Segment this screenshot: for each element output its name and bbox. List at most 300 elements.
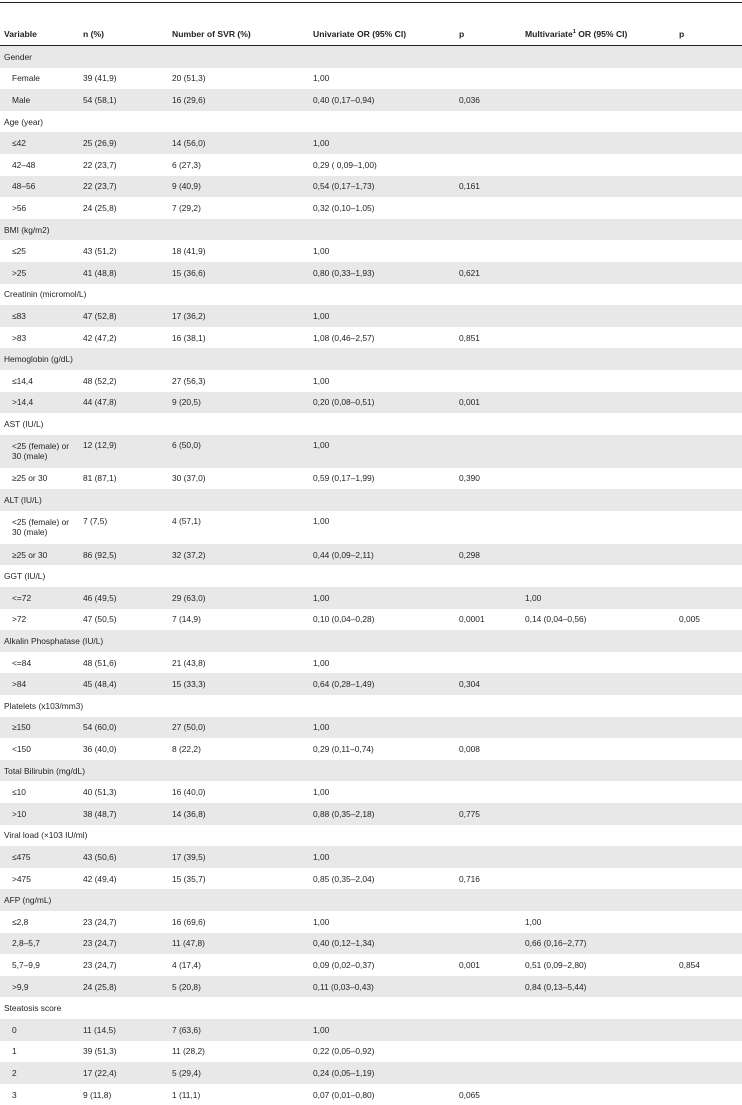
row-label: <150 (12, 744, 31, 755)
group-label: AFP (ng/mL) (0, 889, 742, 911)
multivariate-or-cell: 1,00 (521, 587, 675, 609)
multivariate-or-cell (521, 89, 675, 111)
multivariate-or-cell (521, 392, 675, 414)
univariate-or-cell: 0,32 (0,10–1,05) (313, 202, 375, 213)
p-univariate-cell: 0,304 (455, 673, 521, 695)
univariate-or-cell: 0,40 (0,12–1,34) (309, 933, 455, 955)
p-univariate-cell: 0,621 (455, 262, 521, 284)
group-header-row (0, 997, 742, 1019)
group-header-row (0, 489, 742, 511)
multivariate-or-cell: 1,00 (525, 916, 542, 927)
row-label: 0 (0, 1019, 79, 1041)
p-multivariate-cell (675, 511, 742, 544)
group-label: AST (IU/L) (4, 418, 44, 429)
univariate-or-cell: 0,44 (0,09–2,11) (309, 544, 455, 566)
n-cell: 48 (52,2) (83, 375, 117, 386)
univariate-or-cell: 1,00 (309, 132, 455, 154)
group-header-row (0, 219, 742, 241)
svr-cell: 4 (57,1) (172, 515, 201, 526)
group-header-row (0, 111, 742, 133)
univariate-or-cell: 0,09 (0,02–0,37) (313, 959, 375, 970)
row-label: ≤2,8 (12, 916, 29, 927)
row-label: <=84 (12, 657, 32, 668)
n-cell: 45 (48,4) (79, 673, 168, 695)
group-header-row (0, 825, 742, 847)
svr-cell: 18 (41,9) (172, 246, 206, 257)
row-label: <25 (female) or 30 (male) (12, 517, 70, 538)
top-rule (0, 2, 742, 3)
p-univariate-cell (455, 652, 521, 674)
multivariate-or-cell (521, 846, 675, 868)
univariate-or-cell: 0,40 (0,17–0,94) (309, 89, 455, 111)
table-row (0, 803, 742, 825)
row-label: >9,9 (0, 976, 79, 998)
table-row (0, 511, 742, 544)
univariate-or-cell: 0,20 (0,08–0,51) (309, 392, 455, 414)
multivariate-or-cell (521, 176, 675, 198)
univariate-or-cell: 0,07 (0,01–0,80) (313, 1089, 375, 1100)
multivariate-or-cell (521, 673, 675, 695)
svr-cell: 4 (17,4) (172, 959, 201, 970)
header-svr: Number of SVR (%) (172, 29, 251, 39)
row-label: >10 (0, 803, 79, 825)
univariate-or-cell: 0,80 (0,33–1,93) (309, 262, 455, 284)
table-row (0, 587, 742, 609)
multivariate-or-cell (521, 803, 675, 825)
p-univariate-cell (455, 1019, 521, 1041)
table-row (0, 370, 742, 392)
row-label: 2 (0, 1062, 79, 1084)
univariate-or-cell: 1,00 (313, 375, 330, 386)
n-cell: 42 (49,4) (83, 873, 117, 884)
p-univariate-cell (455, 1041, 521, 1063)
p-univariate-cell: 0,008 (459, 744, 480, 755)
table-row (0, 544, 742, 566)
univariate-or-cell: 0,24 (0,05–1,19) (309, 1062, 455, 1084)
row-label: ≤25 (12, 246, 26, 257)
svr-cell: 5 (20,8) (168, 976, 309, 998)
svr-cell: 7 (29,2) (172, 202, 201, 213)
table-row (0, 1019, 742, 1041)
row-label: ≤10 (12, 787, 26, 798)
p-univariate-cell (455, 933, 521, 955)
multivariate-or-cell (521, 132, 675, 154)
n-cell: 23 (24,7) (83, 916, 117, 927)
svr-cell: 16 (38,1) (172, 332, 206, 343)
n-cell: 54 (58,1) (79, 89, 168, 111)
table-row (0, 392, 742, 414)
p-univariate-cell (455, 846, 521, 868)
p-univariate-cell: 0,001 (459, 959, 480, 970)
p-multivariate-cell (675, 587, 742, 609)
p-univariate-cell (455, 197, 521, 219)
univariate-or-cell: 1,00 (313, 515, 330, 526)
n-cell: 39 (41,9) (83, 73, 117, 84)
p-multivariate-cell (675, 976, 742, 998)
row-label: 3 (12, 1089, 17, 1100)
table-row (0, 1084, 742, 1105)
row-label: 2,8–5,7 (0, 933, 79, 955)
n-cell: 40 (51,3) (83, 787, 117, 798)
univariate-or-cell: 0,22 (0,05–0,92) (313, 1046, 375, 1057)
p-univariate-cell (455, 305, 521, 327)
n-cell: 48 (51,6) (83, 657, 117, 668)
multivariate-or-cell: 0,66 (0,16–2,77) (521, 933, 675, 955)
p-univariate-cell (455, 781, 521, 803)
univariate-or-cell: 1,00 (313, 787, 330, 798)
table-row (0, 609, 742, 631)
multivariate-or-cell (521, 1019, 675, 1041)
svr-cell: 30 (37,0) (172, 473, 206, 484)
svr-cell: 29 (63,0) (168, 587, 309, 609)
row-label: ≤42 (0, 132, 79, 154)
p-multivariate-cell (675, 933, 742, 955)
group-header-row (0, 695, 742, 717)
p-multivariate-cell (675, 435, 742, 468)
footnote-marker: 1 (572, 29, 576, 36)
p-univariate-cell (455, 132, 521, 154)
n-cell: 47 (50,5) (83, 614, 117, 625)
n-cell: 36 (40,0) (83, 744, 117, 755)
multivariate-or-cell (521, 240, 675, 262)
univariate-or-cell: 1,00 (309, 1019, 455, 1041)
row-label: ≤14,4 (12, 375, 33, 386)
p-multivariate-cell (675, 197, 742, 219)
row-label: Male (0, 89, 79, 111)
row-label: >84 (0, 673, 79, 695)
svr-cell: 16 (29,6) (168, 89, 309, 111)
row-label: >25 (0, 262, 79, 284)
header-multivariate-or (521, 22, 675, 46)
p-univariate-cell: 0,0001 (459, 614, 485, 625)
n-cell: 9 (11,8) (83, 1089, 112, 1100)
table-row (0, 976, 742, 998)
table-row (0, 868, 742, 890)
table-row (0, 781, 742, 803)
p-multivariate-cell (675, 154, 742, 176)
table-row (0, 132, 742, 154)
row-label: 5,7–9,9 (12, 959, 40, 970)
table-row (0, 197, 742, 219)
p-multivariate-cell (675, 68, 742, 90)
row-label: >72 (12, 614, 27, 625)
row-label: >56 (12, 202, 27, 213)
table-body (0, 46, 742, 1105)
row-label: >14,4 (0, 392, 79, 414)
group-label: Gender (0, 46, 742, 68)
univariate-or-cell: 1,00 (313, 246, 330, 257)
group-header-row (0, 565, 742, 587)
n-cell: 39 (51,3) (83, 1046, 117, 1057)
table-row (0, 1041, 742, 1063)
p-univariate-cell: 0,716 (459, 873, 480, 884)
header-row (0, 22, 742, 46)
group-label: Steatosis score (4, 1003, 62, 1014)
group-label: BMI (kg/m2) (0, 219, 742, 241)
multivariate-or-cell (521, 435, 675, 468)
p-multivariate-cell (675, 911, 742, 933)
p-univariate-cell (455, 717, 521, 739)
n-cell: 54 (60,0) (79, 717, 168, 739)
table-row (0, 1062, 742, 1084)
univariate-or-cell: 0,88 (0,35–2,18) (309, 803, 455, 825)
multivariate-or-cell (521, 717, 675, 739)
svr-cell: 11 (28,2) (172, 1046, 205, 1057)
row-label: ≥150 (0, 717, 79, 739)
row-label: <=72 (0, 587, 79, 609)
multivariate-or-cell (521, 68, 675, 90)
header-p-univariate: p (459, 29, 465, 39)
p-multivariate-cell (675, 544, 742, 566)
p-univariate-cell (455, 370, 521, 392)
n-cell: 24 (25,8) (79, 976, 168, 998)
table-row (0, 673, 742, 695)
p-multivariate-cell (675, 846, 742, 868)
n-cell: 86 (92,5) (79, 544, 168, 566)
group-header-row (0, 760, 742, 782)
table-row (0, 240, 742, 262)
n-cell: 43 (50,6) (79, 846, 168, 868)
row-label: >83 (12, 332, 27, 343)
multivariate-or-cell (521, 327, 675, 349)
svr-cell: 9 (20,5) (168, 392, 309, 414)
p-univariate-cell (455, 154, 521, 176)
univariate-or-cell: 0,64 (0,28–1,49) (309, 673, 455, 695)
univariate-or-cell: 1,00 (309, 305, 455, 327)
group-label: Hemoglobin (g/dL) (0, 348, 742, 370)
p-univariate-cell: 0,065 (459, 1089, 480, 1100)
svr-cell: 17 (39,5) (168, 846, 309, 868)
row-label: ≥25 or 30 (0, 544, 79, 566)
n-cell: 23 (24,7) (83, 959, 117, 970)
svr-cell: 27 (56,3) (172, 375, 206, 386)
svr-cell: 27 (50,0) (168, 717, 309, 739)
results-table (0, 22, 742, 1105)
row-label: >475 (12, 873, 31, 884)
univariate-or-cell: 0,10 (0,04–0,28) (313, 614, 375, 625)
univariate-or-cell: 0,11 (0,03–0,43) (309, 976, 455, 998)
multivariate-or-cell (521, 1041, 675, 1063)
univariate-or-cell: 1,08 (0,46–2,57) (313, 332, 375, 343)
svr-cell: 8 (22,2) (172, 744, 201, 755)
multivariate-or-cell (521, 305, 675, 327)
group-header-row (0, 413, 742, 435)
p-multivariate-cell (675, 652, 742, 674)
p-multivariate-cell (675, 803, 742, 825)
group-header-row (0, 46, 742, 68)
table-row (0, 911, 742, 933)
group-label: Creatinin (micromol/L) (4, 289, 87, 300)
p-multivariate-cell (675, 468, 742, 490)
table-row (0, 933, 742, 955)
multivariate-or-cell (521, 511, 675, 544)
multivariate-or-cell (521, 781, 675, 803)
n-cell: 41 (48,8) (79, 262, 168, 284)
p-multivariate-cell (675, 305, 742, 327)
group-label: Total Bilirubin (mg/dL) (0, 760, 742, 782)
p-multivariate-cell (675, 370, 742, 392)
svr-cell: 16 (69,6) (172, 916, 206, 927)
table-row (0, 68, 742, 90)
univariate-or-cell: 0,54 (0,17–1,73) (309, 176, 455, 198)
p-univariate-cell (455, 435, 521, 468)
multivariate-or-cell (521, 1084, 675, 1105)
multivariate-or-cell (521, 652, 675, 674)
header-p-multivariate: p (679, 29, 685, 39)
svr-cell: 20 (51,3) (172, 73, 206, 84)
multivariate-or-cell (521, 197, 675, 219)
table-row (0, 468, 742, 490)
p-multivariate-cell (675, 262, 742, 284)
svr-cell: 9 (40,9) (168, 176, 309, 198)
p-univariate-cell (455, 587, 521, 609)
p-multivariate-cell (675, 1019, 742, 1041)
p-multivariate-cell (675, 738, 742, 760)
header-univariate-or: Univariate OR (95% CI) (313, 29, 407, 39)
multivariate-or-cell (521, 544, 675, 566)
group-header-row (0, 889, 742, 911)
multivariate-or-cell (521, 868, 675, 890)
header-rule (0, 45, 742, 46)
table-row (0, 954, 742, 976)
p-univariate-cell (455, 976, 521, 998)
p-multivariate-cell: 0,854 (679, 959, 700, 970)
n-cell: 23 (24,7) (79, 933, 168, 955)
multivariate-or-cell: 0,51 (0,09–2,80) (525, 959, 587, 970)
row-label: ≤475 (0, 846, 79, 868)
p-multivariate-cell (675, 1084, 742, 1105)
p-multivariate-cell (675, 327, 742, 349)
n-cell: 12 (12,9) (79, 435, 168, 468)
p-univariate-cell: 0,775 (455, 803, 521, 825)
svr-cell: 7 (63,6) (168, 1019, 309, 1041)
p-univariate-cell (455, 68, 521, 90)
multivariate-or-cell (521, 154, 675, 176)
n-cell: 25 (26,9) (79, 132, 168, 154)
header-n: n (%) (83, 29, 105, 39)
p-multivariate-cell (675, 868, 742, 890)
p-univariate-cell: 0,036 (455, 89, 521, 111)
group-label: Viral load (×103 IU/ml) (4, 830, 88, 841)
p-multivariate-cell (675, 240, 742, 262)
header-variable: Variable (4, 29, 37, 39)
table-row (0, 89, 742, 111)
svr-cell: 6 (27,3) (172, 159, 201, 170)
n-cell: 42 (47,2) (83, 332, 117, 343)
n-cell: 47 (52,8) (79, 305, 168, 327)
p-multivariate-cell (675, 176, 742, 198)
table-row (0, 717, 742, 739)
table-row (0, 846, 742, 868)
group-header-row (0, 630, 742, 652)
table-row (0, 652, 742, 674)
header-multivariate-suffix: OR (95% CI) (575, 29, 628, 39)
svr-cell: 17 (36,2) (168, 305, 309, 327)
table-row (0, 176, 742, 198)
univariate-or-cell: 0,85 (0,35–2,04) (313, 873, 375, 884)
table-row (0, 305, 742, 327)
n-cell: 7 (7,5) (83, 515, 108, 526)
svr-cell: 6 (50,0) (168, 435, 309, 468)
univariate-or-cell: 1,00 (313, 657, 330, 668)
p-univariate-cell (455, 1062, 521, 1084)
p-univariate-cell: 0,851 (459, 332, 480, 343)
table-row (0, 154, 742, 176)
row-label: ≤83 (0, 305, 79, 327)
univariate-or-cell: 0,29 ( 0,09–1,00) (313, 159, 377, 170)
multivariate-or-cell (521, 468, 675, 490)
group-label: Age (year) (4, 116, 44, 127)
p-multivariate-cell (675, 717, 742, 739)
multivariate-or-cell (521, 370, 675, 392)
group-label: GGT (IU/L) (4, 571, 46, 582)
group-label: Platelets (x103/mm3) (4, 700, 84, 711)
svr-cell: 32 (37,2) (168, 544, 309, 566)
table-row (0, 435, 742, 468)
p-multivariate-cell (675, 89, 742, 111)
p-univariate-cell: 0,001 (455, 392, 521, 414)
p-multivariate-cell: 0,005 (679, 614, 700, 625)
svr-cell: 15 (36,6) (168, 262, 309, 284)
svr-cell: 15 (33,3) (168, 673, 309, 695)
n-cell: 46 (49,5) (79, 587, 168, 609)
p-multivariate-cell (675, 1062, 742, 1084)
univariate-or-cell: 1,00 (309, 717, 455, 739)
n-cell: 43 (51,2) (83, 246, 117, 257)
univariate-or-cell: 1,00 (313, 73, 330, 84)
univariate-or-cell: 1,00 (309, 846, 455, 868)
table-row (0, 327, 742, 349)
p-multivariate-cell (675, 132, 742, 154)
p-multivariate-cell (675, 781, 742, 803)
p-univariate-cell (455, 911, 521, 933)
n-cell: 17 (22,4) (79, 1062, 168, 1084)
svr-cell: 11 (47,8) (168, 933, 309, 955)
row-label: 42–48 (12, 159, 36, 170)
n-cell: 11 (14,5) (79, 1019, 168, 1041)
group-header-row (0, 284, 742, 306)
univariate-or-cell: 1,00 (309, 587, 455, 609)
svr-cell: 7 (14,9) (172, 614, 201, 625)
group-header-row (0, 348, 742, 370)
p-univariate-cell (455, 240, 521, 262)
group-label: Alkalin Phosphatase (IU/L) (0, 630, 742, 652)
row-label: 48–56 (0, 176, 79, 198)
p-univariate-cell (455, 511, 521, 544)
svr-cell: 16 (40,0) (172, 787, 206, 798)
p-univariate-cell: 0,161 (455, 176, 521, 198)
p-multivariate-cell (675, 673, 742, 695)
group-label: ALT (IU/L) (0, 489, 742, 511)
n-cell: 38 (48,7) (79, 803, 168, 825)
univariate-or-cell: 0,29 (0,11–0,74) (313, 744, 374, 755)
multivariate-or-cell (521, 738, 675, 760)
svr-cell: 14 (36,8) (168, 803, 309, 825)
table-row (0, 738, 742, 760)
n-cell: 22 (23,7) (83, 159, 117, 170)
row-label: 1 (12, 1046, 17, 1057)
univariate-or-cell: 1,00 (309, 435, 455, 468)
n-cell: 81 (87,1) (83, 473, 117, 484)
n-cell: 24 (25,8) (83, 202, 117, 213)
header-multivariate-label: Multivariate (525, 29, 573, 39)
table-row (0, 262, 742, 284)
svr-cell: 5 (29,4) (168, 1062, 309, 1084)
p-multivariate-cell (675, 392, 742, 414)
p-univariate-cell: 0,298 (455, 544, 521, 566)
svr-cell: 21 (43,8) (172, 657, 206, 668)
n-cell: 44 (47,8) (79, 392, 168, 414)
